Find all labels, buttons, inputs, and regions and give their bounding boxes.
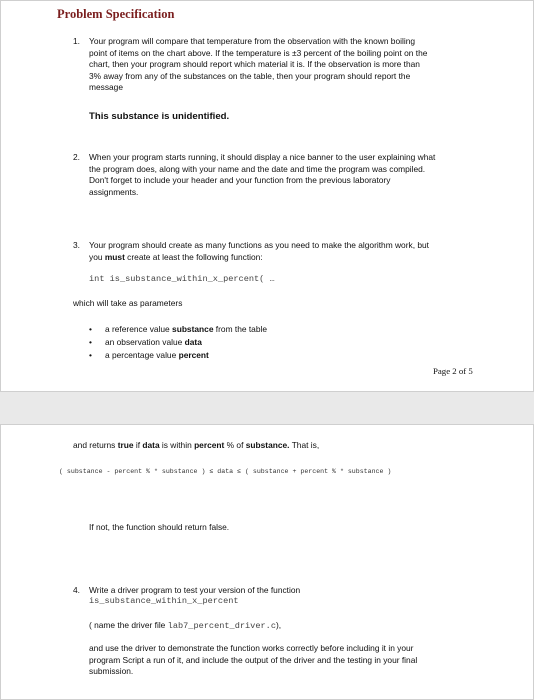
param-bullet-substance bbox=[105, 324, 267, 336]
item-2-line-3: Don't forget to include your header and your function from the previous laboratory bbox=[89, 175, 391, 185]
item-1-line-3: chart, then your program should report which material it is. If the observation is more than bbox=[89, 59, 420, 69]
item-2-line-1: When your program starts running, it should display a nice banner to the user explaining what bbox=[89, 152, 436, 162]
item-3-line-2-pre: you bbox=[89, 251, 105, 262]
item-4-number: 4. bbox=[73, 585, 80, 595]
item-4-line-1: Write a driver program to test your version of the function bbox=[89, 585, 301, 595]
returns-substance: substance. bbox=[245, 440, 290, 450]
param-data-pre: an observation value bbox=[105, 337, 185, 347]
driver-file-line bbox=[89, 620, 281, 633]
final-line-3: submission. bbox=[89, 666, 134, 676]
item-2-number: 2. bbox=[73, 152, 80, 162]
param-substance-name: substance bbox=[172, 324, 214, 334]
item-3-line-2-post: create at least the following function: bbox=[124, 251, 263, 262]
param-percent-name: percent bbox=[178, 350, 209, 360]
item-1-line-1: Your program will compare that temperature from the observation with the known boiling bbox=[89, 36, 416, 46]
return-false-line: If not, the function should return false. bbox=[89, 522, 230, 532]
unidentified-message: This substance is unidentified. bbox=[89, 111, 230, 122]
item-3-line-1: Your program should create as many functions as you need to make the algorithm work, but bbox=[89, 240, 429, 250]
param-percent-pre: a percentage value bbox=[105, 350, 179, 360]
param-substance-pre: a reference value bbox=[105, 324, 173, 334]
returns-true: true bbox=[117, 440, 134, 450]
document-page-2 bbox=[0, 424, 534, 700]
function-signature: int is_substance_within_x_percent( … bbox=[89, 274, 275, 284]
returns-post: That is, bbox=[289, 440, 320, 450]
params-intro: which will take as parameters bbox=[73, 298, 183, 308]
item-3-line-2 bbox=[89, 252, 263, 264]
param-data-name: data bbox=[184, 337, 202, 347]
final-line-2: program Script a run of it, and include the output of the driver and the testing in your final bbox=[89, 654, 418, 665]
param-bullet-percent bbox=[105, 350, 209, 362]
item-2-line-2: the program does, along with your name and the date and time the program was compiled. bbox=[89, 163, 426, 174]
returns-mid-3: % of bbox=[224, 440, 246, 450]
function-name-code: is_substance_within_x_percent bbox=[89, 596, 239, 606]
returns-pre: and returns bbox=[73, 440, 118, 450]
returns-percent: percent bbox=[194, 440, 225, 450]
item-1-line-5: message bbox=[89, 82, 123, 92]
item-1-number: 1. bbox=[73, 36, 80, 46]
item-2-line-4: assignments. bbox=[89, 186, 139, 197]
param-bullet-data bbox=[105, 337, 202, 349]
driver-pre: ( name the driver file bbox=[89, 620, 168, 630]
must-emphasis: must bbox=[104, 251, 125, 262]
returns-sentence bbox=[73, 440, 319, 452]
section-title: Problem Specification bbox=[57, 7, 175, 21]
page-number: Page 2 of 5 bbox=[433, 366, 473, 376]
item-1-line-2: point of items on the chart above. If the temperature is ±3 percent of the boiling point on the bbox=[89, 47, 428, 58]
returns-mid-2: is within bbox=[159, 440, 195, 450]
returns-mid-1: if bbox=[133, 440, 143, 450]
param-substance-post: from the table bbox=[213, 324, 268, 334]
driver-post: ), bbox=[275, 620, 282, 630]
driver-file-name: lab7_percent_driver.c bbox=[167, 621, 276, 631]
page-gap bbox=[0, 392, 534, 424]
returns-data: data bbox=[142, 440, 160, 450]
range-formula: ( substance - percent % * substance ) ≤ data ≤ ( substance + percent % * substance ) bbox=[59, 468, 392, 475]
item-1-line-4: 3% away from any of the substances on the table, then your program should report the bbox=[89, 70, 411, 81]
item-3-number: 3. bbox=[73, 240, 80, 250]
final-line-1: and use the driver to demonstrate the function works correctly before including it in your bbox=[89, 643, 414, 653]
